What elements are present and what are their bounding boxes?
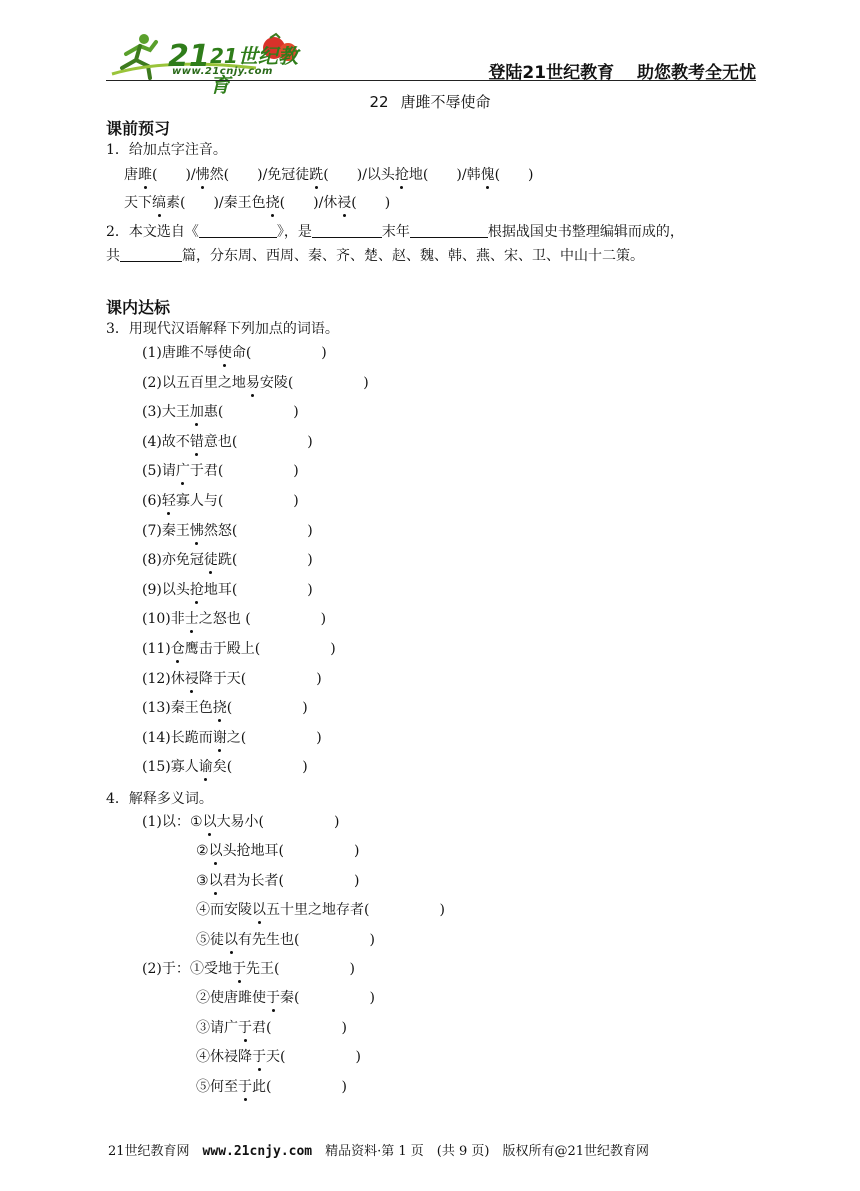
- q4-group1-item: [196, 841, 360, 861]
- logo: [106, 28, 316, 97]
- q3-item-dotted-char: 易: [245, 374, 260, 391]
- q4-group2-item-dotted-char: 于: [238, 1019, 252, 1036]
- q4-group1-item: [196, 871, 360, 891]
- q3-item-text: 于君( ): [189, 463, 299, 480]
- q4-group2-item-text: ③请广: [196, 1019, 238, 1036]
- q3-item-dotted-char: 轻: [161, 493, 176, 509]
- q4-group1-item: [190, 812, 340, 832]
- q3-item-text: 地耳( ): [203, 581, 313, 598]
- q4-group1-item-dotted-char: 以: [208, 872, 223, 889]
- q4-group1-item-text: ②: [196, 843, 209, 860]
- q1-item-dotted-char: 傀: [480, 167, 495, 183]
- q3-item-dotted-char: 挠: [212, 700, 227, 717]
- lesson-title-text: 唐雎不辱使命: [400, 93, 491, 111]
- q3-item: [142, 373, 369, 393]
- q4-label: 4．解释多义词。: [106, 791, 213, 807]
- q4-group1-item-text: 有先生也( ): [238, 931, 375, 948]
- q4-group1-item-text: ③: [196, 872, 209, 889]
- q3-item: [142, 669, 322, 689]
- q4-group1-item: [196, 900, 445, 920]
- q2-text-c: 末年: [381, 224, 410, 240]
- q3-item-text: 矣( ): [212, 759, 308, 776]
- q3-item-dotted-char: 祲: [184, 670, 199, 687]
- q3-item-dotted-char: 加: [189, 404, 204, 421]
- q2-text-d: 根据战国史书整理编辑而成的，: [487, 224, 684, 240]
- q4-group1-item-dotted-char: 以: [202, 814, 217, 830]
- footer-left: 21世纪教育网: [108, 1144, 203, 1159]
- q4-group2-item-text: ②使唐雎使: [196, 990, 266, 1007]
- q3-item-text: (13)秦王色: [142, 700, 213, 717]
- q4-group2-item-dotted-char: 于: [238, 1078, 252, 1095]
- q1-item-text: 地( )/: [408, 167, 467, 183]
- q1-item-text: ( )/: [279, 195, 324, 211]
- q3-item-text: (5)请: [142, 463, 176, 480]
- q3-item-dotted-char: 广: [175, 463, 190, 480]
- q1-item-text: 素( )/: [166, 195, 224, 211]
- q4-group1-item-dotted-char: 以: [252, 902, 266, 919]
- q4-group2-item-text: 此( ): [252, 1078, 347, 1095]
- q4-group1-item: [196, 930, 375, 950]
- q3-item-text: (6): [142, 493, 162, 509]
- q3-item-text: 鹰击于殿上( ): [184, 641, 336, 657]
- q3-item: [142, 491, 299, 511]
- q3-item-text: 惠( ): [203, 404, 299, 421]
- q4-group2-item: [190, 959, 355, 979]
- q4-group2-item: [196, 1018, 347, 1038]
- q4-group1-item-text: ①: [190, 814, 203, 830]
- q3-item: [142, 609, 326, 629]
- q3-item-dotted-char: 谕: [198, 759, 213, 776]
- q3-item-text: ( ): [226, 700, 308, 717]
- q3-item-text: (7)秦王: [142, 522, 190, 539]
- q3-item-dotted-char: 仓: [170, 641, 185, 657]
- logo-text: 21世纪教育: [210, 44, 298, 97]
- q4-group1-item-text: 头抢地耳( ): [222, 843, 360, 860]
- q3-item: [142, 521, 313, 541]
- q3-item: [142, 432, 313, 452]
- q4-group2-label: (2)于：: [142, 961, 190, 977]
- page-footer: [108, 1140, 649, 1159]
- q1-item-text: 然( )/: [209, 167, 268, 183]
- q1-item-dotted-char: 缟: [152, 195, 166, 211]
- q3-item-text: 安陵( ): [259, 374, 369, 391]
- q2-line-2: [106, 246, 644, 266]
- q2-blank-era[interactable]: [312, 223, 382, 238]
- q4-group2-item-text: 秦( ): [280, 990, 375, 1007]
- q3-item-dotted-char: 谢: [212, 729, 227, 746]
- q2-text-f: 篇，分东周、西周、秦、齐、楚、赵、魏、韩、燕、宋、卫、中山十二策。: [182, 248, 644, 264]
- q1-item-dotted-char: 挠: [265, 195, 280, 211]
- lesson-title: [0, 91, 860, 112]
- q3-item: [142, 343, 327, 363]
- lesson-number: 22: [369, 93, 389, 111]
- q4-group1-item-text: ⑤徒: [196, 931, 224, 948]
- footer-right: 精品资料·第 1 页 (共 9 页) 版权所有@21世纪教育网: [312, 1144, 650, 1159]
- q2-text-e: 共: [106, 248, 120, 264]
- q4-group2-item: [196, 988, 375, 1008]
- q1-line-1: [124, 165, 534, 185]
- q4-group1-label: (1)以：: [142, 814, 190, 830]
- q4-group2-item-text: ⑤何至: [196, 1078, 238, 1095]
- q1-item-dotted-char: 怫: [195, 167, 210, 183]
- q3-item-dotted-char: 错: [189, 433, 204, 450]
- q3-item: [142, 550, 313, 570]
- q3-item: [142, 757, 308, 777]
- q1-item-text: 唐: [124, 167, 138, 183]
- q4-group2-item: [196, 1047, 361, 1067]
- q3-item-text: 跣( ): [217, 552, 313, 569]
- section-heading-class: 课内达标: [106, 298, 171, 317]
- q3-item-text: (3)大王: [142, 404, 190, 421]
- q1-item-text: ( ): [494, 167, 534, 183]
- q3-item-dotted-char: 抢: [189, 581, 204, 598]
- q1-line-2: [124, 193, 390, 213]
- header-divider: [106, 80, 756, 81]
- q3-item-text: 然怒( ): [203, 522, 313, 539]
- q4-group1-item-text: 大易小( ): [216, 814, 340, 830]
- q1-item-text: ( )/: [152, 167, 196, 183]
- q2-text-a: 2．本文选自《: [106, 224, 199, 240]
- page-header: [106, 28, 756, 97]
- q3-item-dotted-char: 徒: [203, 552, 218, 569]
- q1-item-dotted-char: 祲: [337, 195, 352, 211]
- q1-item-text: 秦王色: [223, 195, 266, 211]
- q4-group2-item-dotted-char: 于: [232, 961, 246, 977]
- q4-group2-item-dotted-char: 于: [252, 1049, 266, 1066]
- q3-item: [142, 698, 308, 718]
- q1-item-text: 免冠徒: [267, 167, 310, 183]
- q4-group2-item-dotted-char: 于: [266, 990, 280, 1007]
- q3-label: 3．用现代汉语解释下列加点的词语。: [106, 321, 339, 337]
- q3-item-text: (15)寡人: [142, 759, 199, 776]
- q3-item-text: (2)以五百里之地: [142, 374, 246, 391]
- q1-item-dotted-char: 雎: [138, 167, 152, 183]
- q4-group2-item-text: ①受地: [190, 961, 232, 977]
- q3-item-text: 意也( ): [203, 433, 313, 450]
- q3-item-text: 降于天( ): [198, 670, 322, 687]
- q3-item-dotted-char: 怫: [189, 522, 204, 539]
- q4-group2-item-text: 君( ): [252, 1019, 347, 1036]
- header-slogan: 登陆21世纪教育 助您教考全无忧: [488, 63, 756, 83]
- q3-item-text: 命( ): [231, 345, 327, 361]
- q3-item-text: 之( ): [226, 729, 322, 746]
- q3-item-text: 之怒也 ( ): [198, 611, 327, 628]
- q4-group2-item-text: ④休祲降: [196, 1049, 252, 1066]
- q3-item: [142, 402, 299, 422]
- q3-item-text: 寡人与( ): [175, 493, 299, 509]
- q1-item-text: 休: [323, 195, 338, 211]
- svg-text:21: 21: [168, 39, 210, 74]
- footer-site: www.21cnjy.com: [202, 1144, 313, 1159]
- q2-text-b: 》，是: [276, 224, 312, 240]
- q1-item-text: 天下: [124, 195, 152, 211]
- q3-item-text: (8)亦免冠: [142, 552, 204, 569]
- q3-item-dotted-char: 使: [217, 345, 232, 361]
- q3-item-text: (9)以头: [142, 581, 190, 598]
- q3-item: [142, 580, 313, 600]
- q1-item-text: 韩: [466, 167, 481, 183]
- q1-item-dotted-char: 跣: [309, 167, 324, 183]
- q1-item-text: 以头: [366, 167, 395, 183]
- q2-blank-book[interactable]: [199, 223, 277, 238]
- q4-group2-item: [196, 1077, 347, 1097]
- q3-item-text: (12)休: [142, 670, 185, 687]
- section-heading-preview: 课前预习: [106, 119, 171, 138]
- q4-group2-item-text: 天( ): [266, 1049, 361, 1066]
- q3-item-text: (14)长跪而: [142, 729, 213, 746]
- q4-group1-item-dotted-char: 以: [208, 843, 223, 860]
- q4-group1-item-text: ④而安陵: [196, 902, 252, 919]
- q1-item-text: ( )/: [323, 167, 367, 183]
- q2-line-1: [106, 222, 684, 242]
- q4-group1-item-dotted-char: 以: [224, 931, 238, 948]
- q3-item-text: (10)非: [142, 611, 185, 628]
- q3-item-text: (1)唐雎不辱: [142, 345, 218, 361]
- q4-group2-item-text: 先王( ): [246, 961, 355, 977]
- q2-blank-author[interactable]: [410, 223, 488, 238]
- logo-url: www.21cnjy.com: [172, 66, 273, 77]
- q3-item-dotted-char: 士: [184, 611, 199, 628]
- q1-item-text: ( ): [351, 195, 391, 211]
- q3-item: [142, 639, 336, 659]
- q3-item-text: (11): [142, 641, 171, 657]
- q3-item: [142, 728, 322, 748]
- q4-group1-item-text: 君为长者( ): [222, 872, 360, 889]
- q1-label: 1．给加点字注音。: [106, 142, 227, 158]
- q3-item: [142, 461, 299, 481]
- q1-item-dotted-char: 抢: [394, 167, 409, 183]
- q4-group1-item-text: 五十里之地存者( ): [266, 902, 445, 919]
- q2-blank-count[interactable]: [120, 247, 182, 262]
- q3-item-text: (4)故不: [142, 433, 190, 450]
